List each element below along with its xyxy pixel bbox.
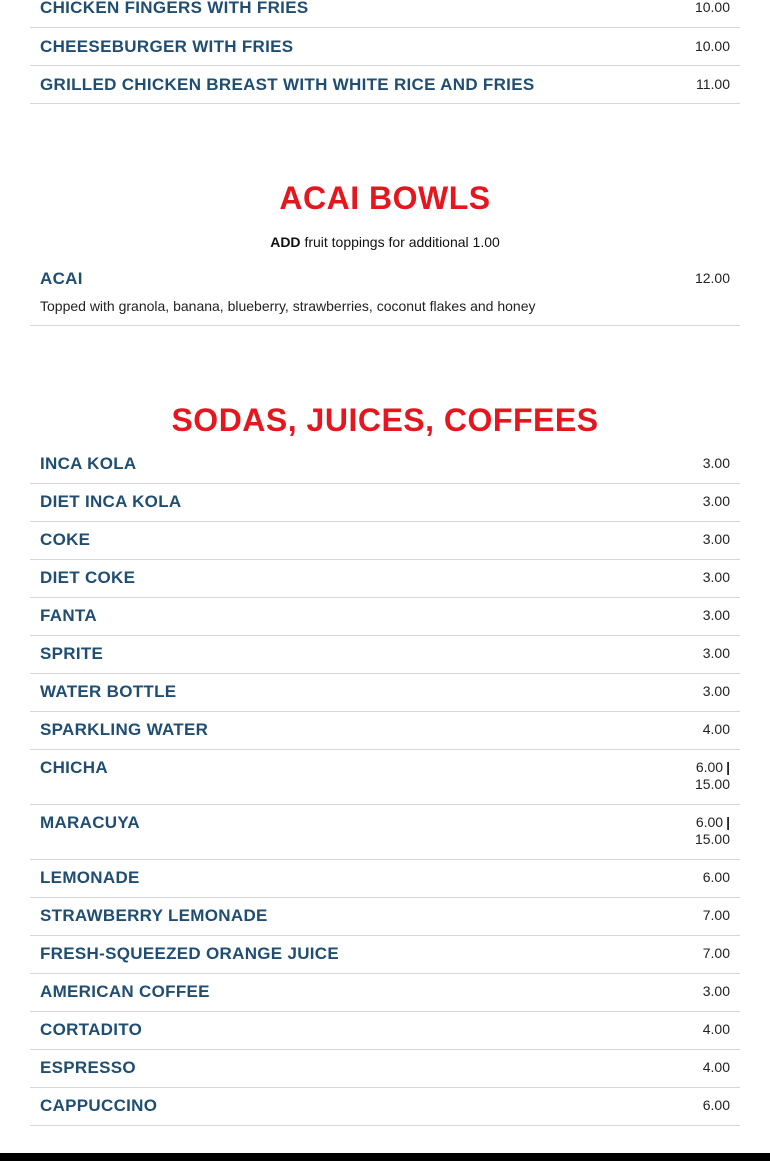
menu-item (30, 805, 740, 860)
price-small: 6.00 (695, 814, 724, 830)
item-price: 7.00 (702, 907, 730, 923)
item-name: GRILLED CHICKEN BREAST WITH WHITE RICE AND FRIES (40, 75, 535, 94)
menu-item (30, 0, 740, 28)
menu-item (30, 712, 740, 750)
item-price (695, 814, 730, 848)
price-large: 15.00 (694, 776, 730, 792)
item-name: STRAWBERRY LEMONADE (40, 906, 268, 925)
acai-toppings-note (0, 233, 770, 251)
item-price: 3.00 (702, 569, 730, 585)
menu-item (30, 1012, 740, 1050)
item-name: FANTA (40, 606, 97, 625)
item-price: 3.00 (702, 493, 730, 509)
item-price: 3.00 (702, 531, 730, 547)
section-title-sodas-juices-coffees: SODAS, JUICES, COFFEES (171, 402, 599, 438)
item-name: SPRITE (40, 644, 104, 663)
item-name: WATER BOTTLE (40, 682, 177, 701)
item-name: LEMONADE (40, 868, 140, 887)
menu-item (30, 598, 740, 636)
item-price: 3.00 (702, 607, 730, 623)
entrees-list (30, 0, 740, 104)
item-price: 10.00 (694, 0, 730, 15)
item-price: 4.00 (702, 721, 730, 737)
menu-item (30, 522, 740, 560)
item-price: 12.00 (694, 270, 730, 286)
menu-item (30, 268, 740, 326)
menu-item (30, 446, 740, 484)
menu-item (30, 898, 740, 936)
menu-item (30, 636, 740, 674)
note-text: fruit toppings for additional 1.00 (304, 234, 500, 250)
item-price: 6.00 (702, 869, 730, 885)
item-price: 10.00 (694, 38, 730, 54)
item-name: CHICHA (40, 758, 108, 777)
price-separator: | (726, 759, 730, 775)
menu-item (30, 66, 740, 104)
bottom-bar (0, 1153, 770, 1161)
item-price: 11.00 (696, 76, 730, 92)
item-name: CHICKEN FINGERS WITH FRIES (40, 0, 309, 17)
price-large: 15.00 (694, 831, 730, 847)
menu-item (30, 750, 740, 805)
item-name: CHEESEBURGER WITH FRIES (40, 37, 294, 56)
menu-item (30, 674, 740, 712)
price-small: 6.00 (695, 759, 724, 775)
item-price: 3.00 (702, 645, 730, 661)
menu-item (30, 860, 740, 898)
item-price: 3.00 (702, 455, 730, 471)
item-price (695, 759, 730, 793)
item-price: 3.00 (702, 683, 730, 699)
menu-item (30, 974, 740, 1012)
price-separator: | (726, 814, 730, 830)
item-name: CAPPUCCINO (40, 1096, 158, 1115)
item-name: ESPRESSO (40, 1058, 136, 1077)
item-price: 4.00 (702, 1021, 730, 1037)
item-price: 3.00 (702, 983, 730, 999)
item-name: AMERICAN COFFEE (40, 982, 210, 1001)
item-name: INCA KOLA (40, 454, 137, 473)
note-bold: ADD (270, 234, 301, 250)
item-name: DIET COKE (40, 568, 136, 587)
drinks-list (30, 446, 740, 1126)
acai-list (30, 268, 740, 326)
item-price: 7.00 (702, 945, 730, 961)
menu-item (30, 1050, 740, 1088)
item-name: ACAI (40, 269, 83, 288)
item-price: 6.00 (702, 1097, 730, 1113)
section-title-acai-bowls: ACAI BOWLS (279, 180, 491, 216)
item-name: SPARKLING WATER (40, 720, 209, 739)
item-name: COKE (40, 530, 91, 549)
item-price: 4.00 (702, 1059, 730, 1075)
menu-item (30, 560, 740, 598)
menu-item (30, 936, 740, 974)
item-name: CORTADITO (40, 1020, 143, 1039)
item-name: DIET INCA KOLA (40, 492, 182, 511)
menu-item (30, 484, 740, 522)
menu-item (30, 28, 740, 66)
item-name: MARACUYA (40, 813, 141, 832)
item-name: FRESH-SQUEEZED ORANGE JUICE (40, 944, 340, 963)
menu-item (30, 1088, 740, 1126)
item-description: Topped with granola, banana, blueberry, strawberries, coconut flakes and honey (40, 298, 536, 314)
